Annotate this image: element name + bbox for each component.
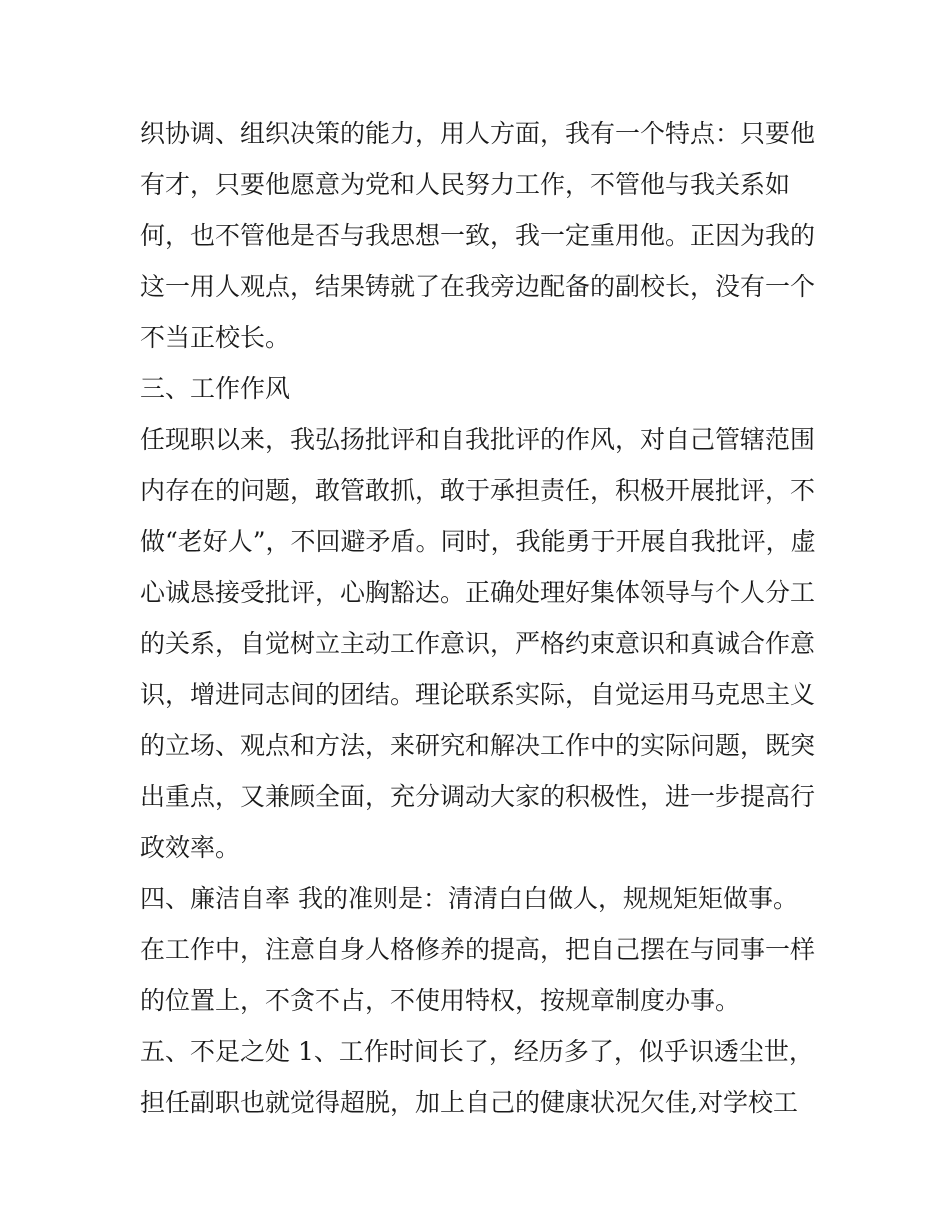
text-line: 织协调、组织决策的能力，用人方面，我有一个特点：只要他 <box>140 119 816 148</box>
text-line: 识，增进同志间的团结。理论联系实际，自觉运用马克思主义 <box>140 680 816 709</box>
text-line: 做“老好人”，不回避矛盾。同时，我能勇于开展自我批评，虚 <box>140 527 816 556</box>
text-line: 不当正校长。 <box>140 323 291 352</box>
text-line: 的关系，自觉树立主动工作意识，严格约束意识和真诚合作意 <box>140 629 816 658</box>
text-line: 政效率。 <box>140 833 241 862</box>
text-line: 出重点，又兼顾全面，充分调动大家的积极性，进一步提高行 <box>140 782 816 811</box>
text-line: 担任副职也就觉得超脱，加上自己的健康状况欠佳,对学校工 <box>140 1088 798 1117</box>
text-line: 的立场、观点和方法，来研究和解决工作中的实际问题，既突 <box>140 731 816 760</box>
text-line: 这一用人观点，结果铸就了在我旁边配备的副校长，没有一个 <box>140 272 816 301</box>
text-line: 在工作中，注意自身人格修养的提高，把自己摆在与同事一样 <box>140 935 816 964</box>
document-body <box>140 108 820 1128</box>
text-line: 内存在的问题，敢管敢抓，敢于承担责任，积极开展批评，不 <box>140 476 816 505</box>
section-heading: 五、不足之处 1、工作时间长了，经历多了，似乎识透尘世， <box>140 1037 814 1066</box>
text-line: 何，也不管他是否与我思想一致，我一定重用他。正因为我的 <box>140 221 816 250</box>
text-line: 有才，只要他愿意为党和人民努力工作，不管他与我关系如 <box>140 170 791 199</box>
section-heading: 三、工作作风 <box>140 374 291 403</box>
text-line: 任现职以来，我弘扬批评和自我批评的作风，对自己管辖范围 <box>140 425 816 454</box>
text-line: 的位置上，不贪不占，不使用特权，按规章制度办事。 <box>140 986 741 1015</box>
section-heading: 四、廉洁自率 我的准则是：清清白白做人，规规矩矩做事。 <box>140 884 798 913</box>
text-line: 心诚恳接受批评，心胸豁达。正确处理好集体领导与个人分工 <box>140 578 816 607</box>
